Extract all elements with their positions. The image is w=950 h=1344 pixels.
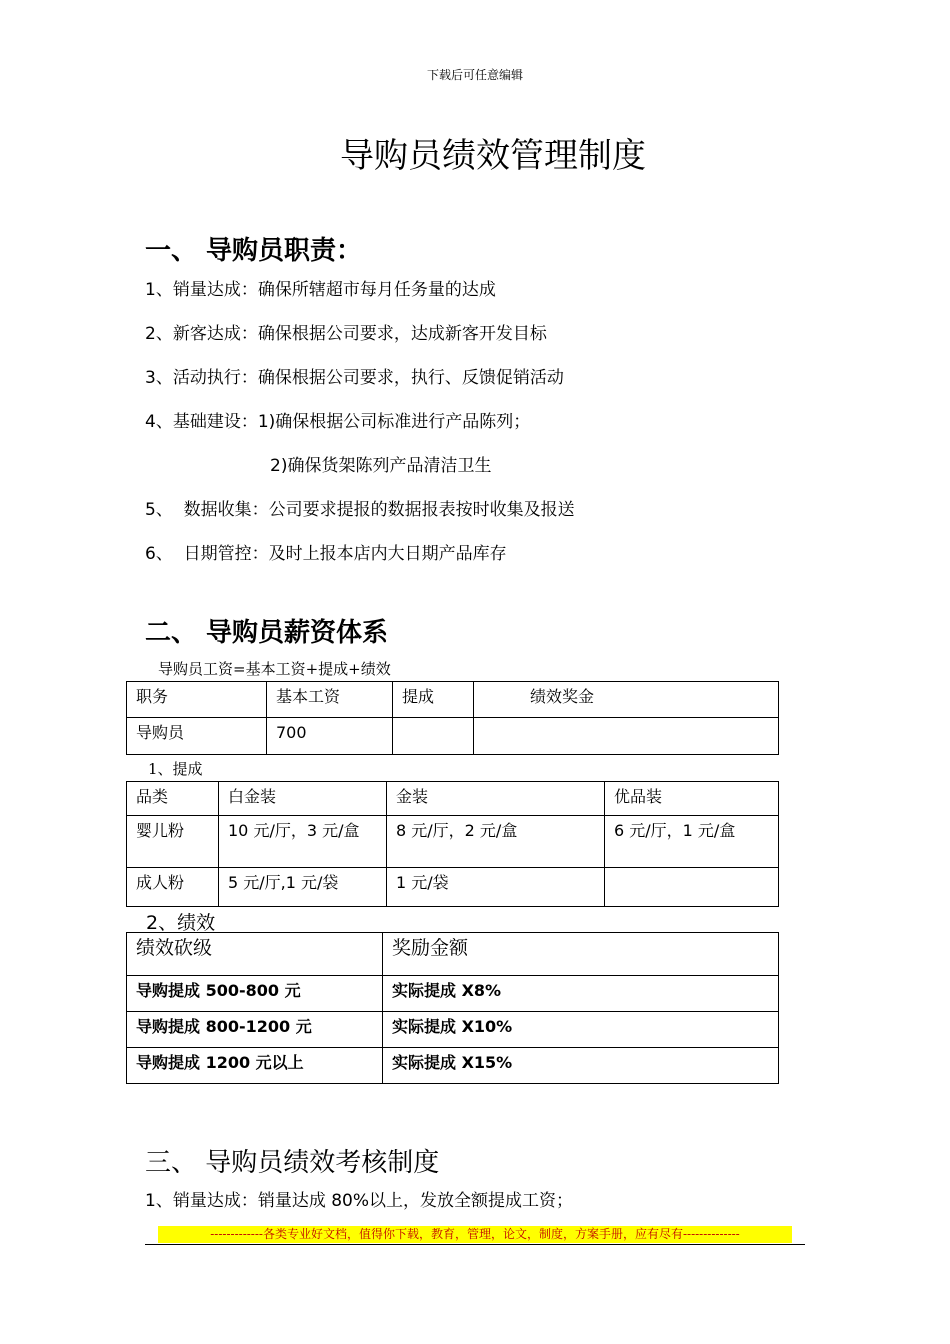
document-title: 导购员绩效管理制度 (340, 136, 646, 176)
table-header-cell: 职务 (127, 682, 267, 718)
table-cell: 实际提成 X15% (383, 1048, 779, 1084)
assessment-item-1: 1、销量达成：销量达成 80%以上，发放全额提成工资； (145, 1191, 574, 1211)
duty-item-3: 3、活动执行：确保根据公司要求，执行、反馈促销活动 (145, 368, 564, 388)
performance-label: 2、绩效 (146, 912, 216, 934)
table-header-cell: 提成 (393, 682, 474, 718)
salary-formula: 导购员工资=基本工资+提成+绩效 (158, 660, 391, 678)
table-header-cell: 金装 (387, 782, 605, 816)
table-header-cell: 白金装 (219, 782, 387, 816)
table-cell (605, 868, 779, 907)
table-row (127, 933, 779, 976)
table-header-cell: 绩效砍级 (127, 933, 383, 976)
table-cell: 导购提成 1200 元以上 (127, 1048, 383, 1084)
table-header-cell: 优品装 (605, 782, 779, 816)
table-header-cell: 奖励金额 (383, 933, 779, 976)
duty-item-2: 2、新客达成：确保根据公司要求，达成新客开发目标 (145, 324, 547, 344)
footer-banner: -------------各类专业好文档，值得你下载，教育，管理，论文，制度，方案手册，应有尽有-------------- (158, 1226, 792, 1243)
salary-table (126, 681, 779, 755)
table-header-cell: 品类 (127, 782, 219, 816)
table-cell: 700 (267, 718, 393, 755)
section-1-heading: 一、 导购员职责： (145, 236, 363, 266)
table-cell (393, 718, 474, 755)
table-cell: 导购提成 800-1200 元 (127, 1012, 383, 1048)
performance-table (126, 932, 779, 1084)
duty-item-4: 4、基础建设：1)确保根据公司标准进行产品陈列； (145, 412, 531, 432)
table-cell: 婴儿粉 (127, 816, 219, 868)
table-cell: 5 元/厅,1 元/袋 (219, 868, 387, 907)
table-row (127, 868, 779, 907)
commission-label: 1、提成 (148, 760, 203, 778)
duty-item-6: 6、 日期管控：及时上报本店内大日期产品库存 (145, 544, 507, 564)
table-row (127, 1048, 779, 1084)
table-header-cell: 绩效奖金 (474, 682, 779, 718)
table-cell: 实际提成 X10% (383, 1012, 779, 1048)
table-row (127, 718, 779, 755)
table-row (127, 816, 779, 868)
table-row (127, 976, 779, 1012)
table-row (127, 782, 779, 816)
table-cell: 导购员 (127, 718, 267, 755)
commission-table (126, 781, 779, 907)
table-cell: 导购提成 500-800 元 (127, 976, 383, 1012)
table-cell: 8 元/厅，2 元/盒 (387, 816, 605, 868)
duty-item-1: 1、销量达成：确保所辖超市每月任务量的达成 (145, 280, 496, 300)
section-2-heading: 二、 导购员薪资体系 (145, 618, 389, 648)
table-cell (474, 718, 779, 755)
table-cell: 1 元/袋 (387, 868, 605, 907)
section-3-heading: 三、 导购员绩效考核制度 (145, 1148, 440, 1178)
header-note: 下载后可任意编辑 (426, 68, 523, 82)
table-header-cell: 基本工资 (267, 682, 393, 718)
table-row (127, 1012, 779, 1048)
table-cell: 10 元/厅，3 元/盒 (219, 816, 387, 868)
footer-divider (145, 1244, 805, 1245)
table-cell: 6 元/厅，1 元/盒 (605, 816, 779, 868)
duty-item-5: 5、 数据收集：公司要求提报的数据报表按时收集及报送 (145, 500, 575, 520)
duty-item-4-sub: 2)确保货架陈列产品清洁卫生 (270, 456, 492, 476)
table-cell: 实际提成 X8% (383, 976, 779, 1012)
table-row (127, 682, 779, 718)
table-cell: 成人粉 (127, 868, 219, 907)
